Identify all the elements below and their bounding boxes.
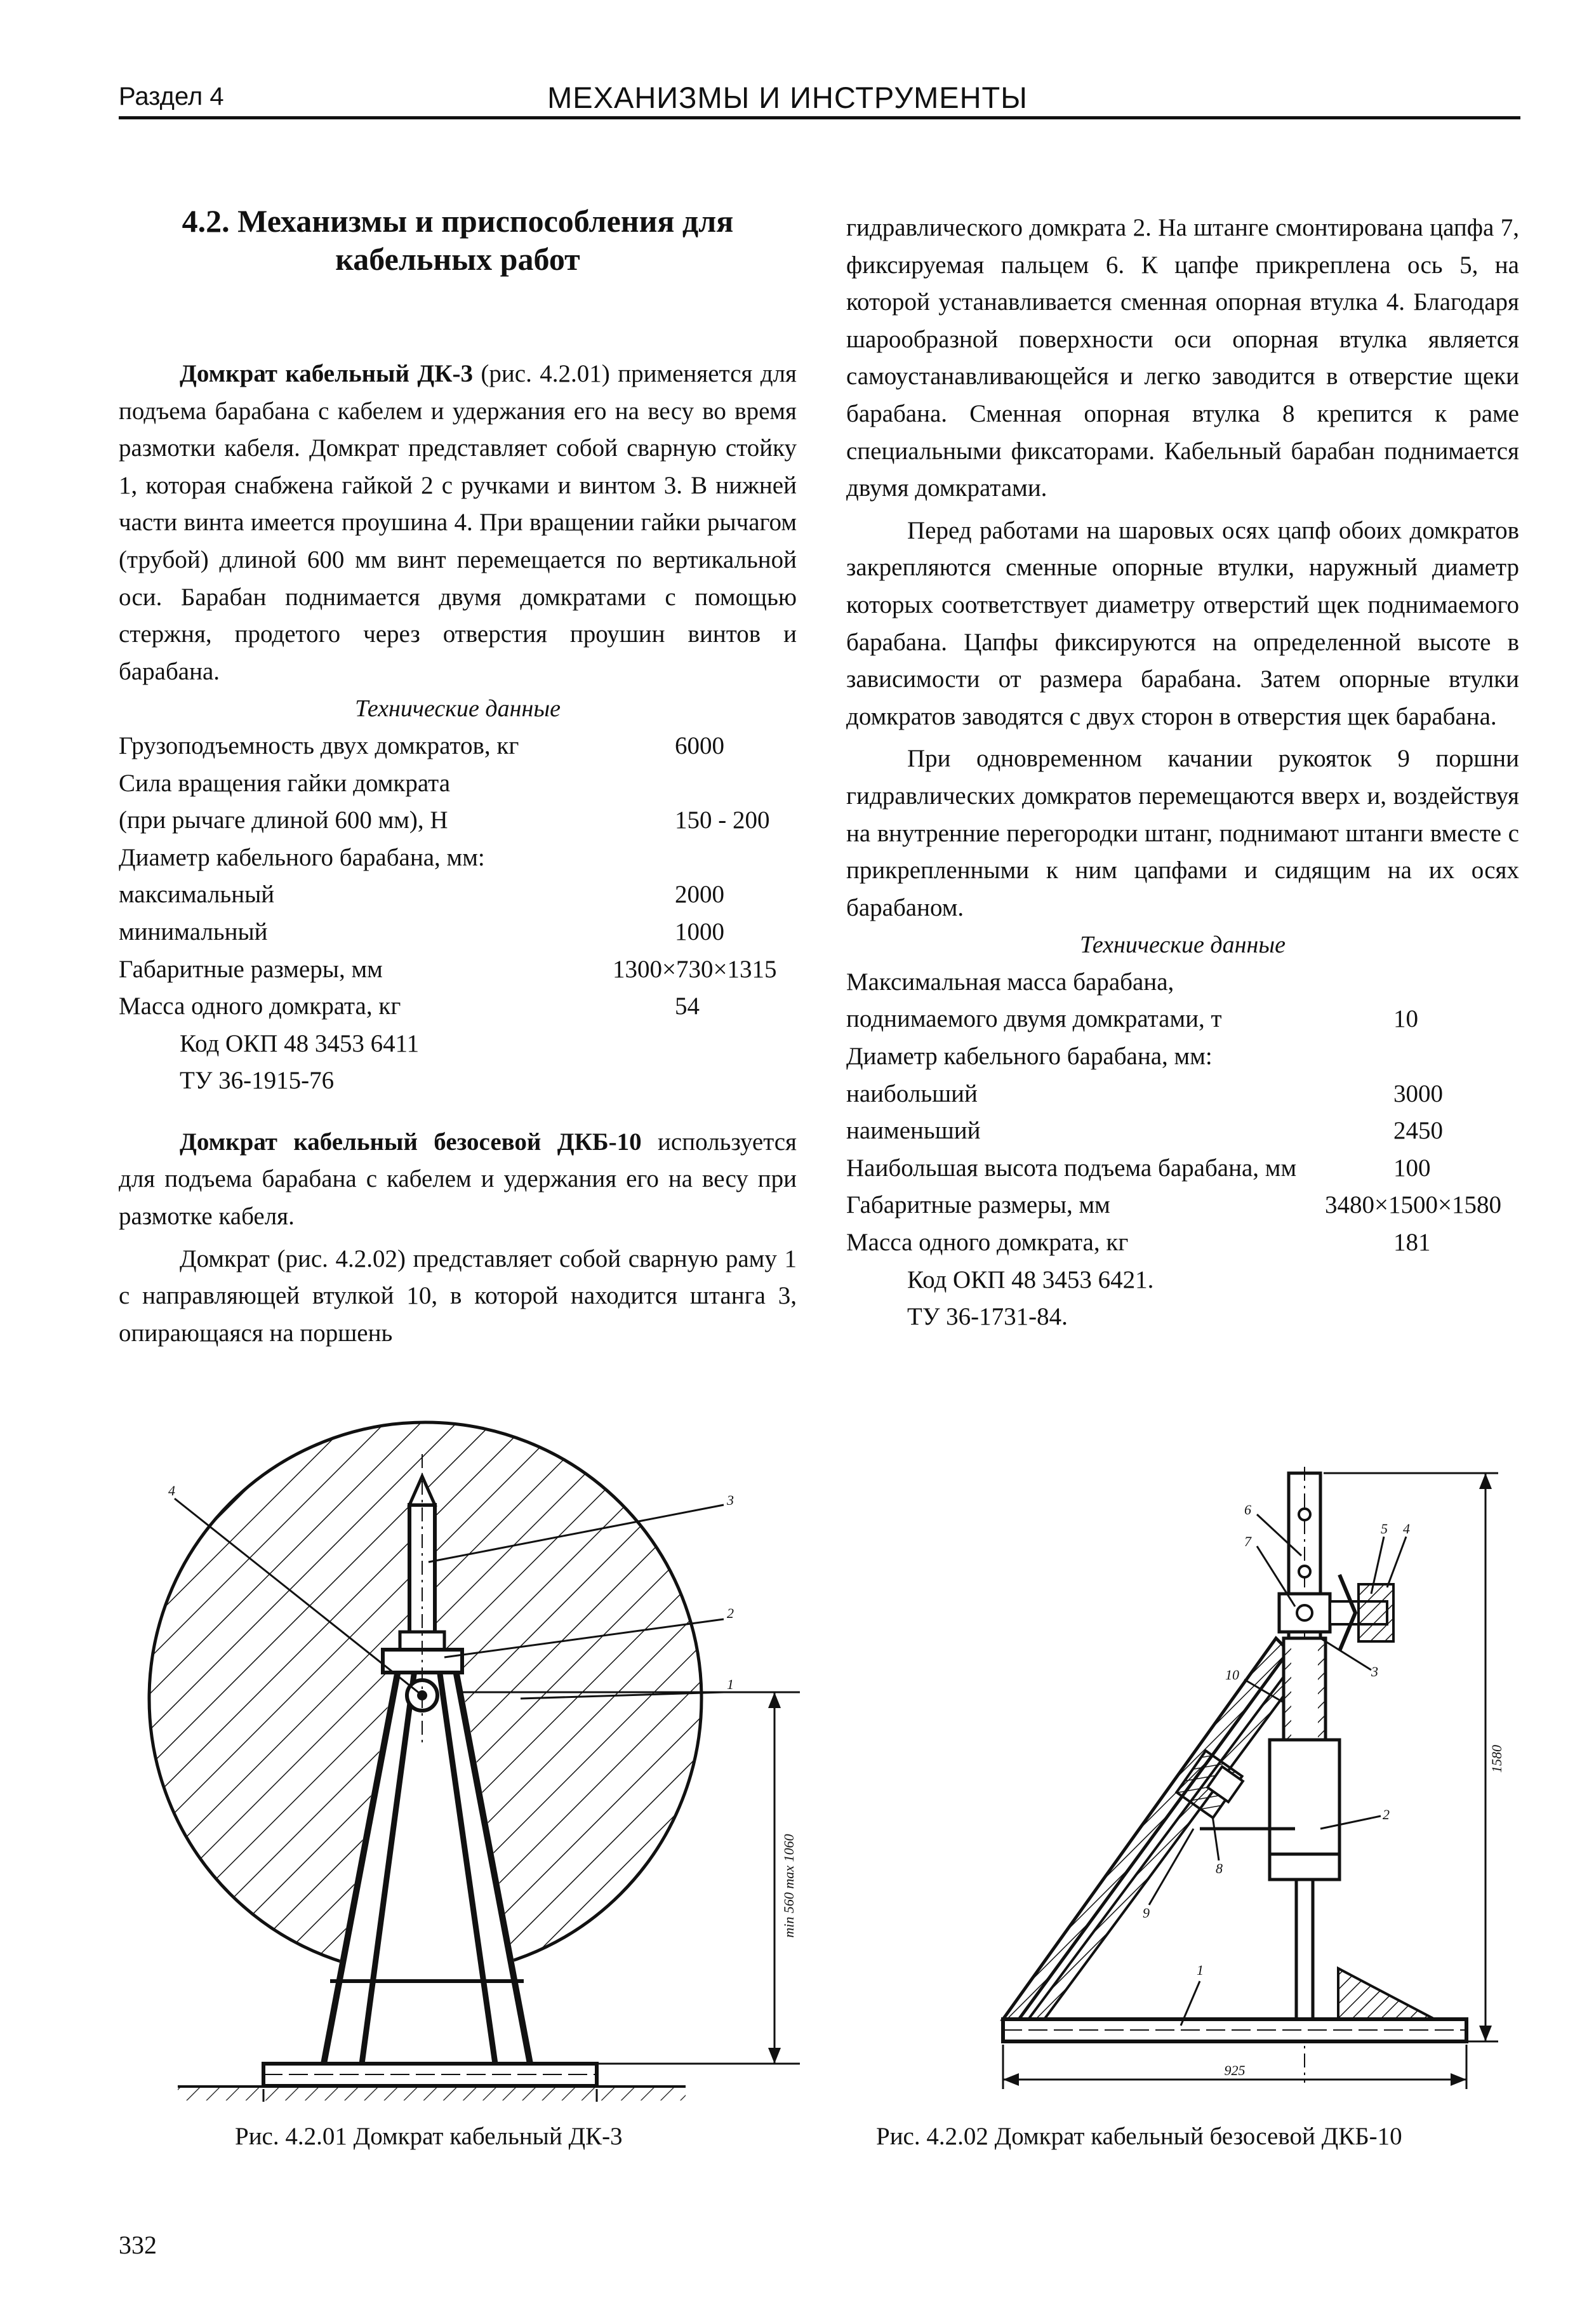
dk3-specs-table (119, 728, 797, 1025)
spec-label: Наибольшая высота подъема барабана, мм (846, 1154, 1297, 1182)
spec-label: Диаметр кабельного барабана, мм: (846, 1043, 1213, 1071)
spec-row (846, 1224, 1519, 1262)
spec-value: 54 (675, 992, 700, 1020)
spec-label: Габаритные размеры, мм (846, 1191, 1110, 1219)
spec-row (846, 1112, 1519, 1150)
dkb10-intro: используется для подъема барабана с кабелем и удержания его на весу при размотке кабеля. (119, 1128, 797, 1231)
dk3-okp-code: Код ОКП 48 3453 6411 (180, 1029, 420, 1057)
dkb10-paragraph-3: Перед работами на шаровых осях цапф обоих домкратов закрепляются сменные опорные втулки, наружный диаметр которых соответствует диаметру отверстий щек поднимаемого барабана. Цапфы фиксируются на определенной высоте в зависимости от размера барабана. Затем опорные втулки домкратов заводятся с двух сторон в отверстия щек барабана. (846, 516, 1519, 730)
spec-row (846, 1038, 1519, 1076)
spec-row (846, 964, 1519, 1001)
spec-label: Масса одного домкрата, кг (846, 1229, 1129, 1257)
spec-label: Грузоподъемность двух домкратов, кг (119, 731, 519, 759)
fig2-label-3: 3 (1371, 1664, 1378, 1680)
dkb10-description (846, 210, 1519, 1336)
spec-row (119, 914, 797, 951)
dkb10-paragraph-2-continued: гидравлического домкрата 2. На штанге смонтирована цапфа 7, фиксируемая пальцем 6. К цапфе прикреплена ось 5, на которой устанавливается сменная опорная втулка 4. Благодаря шарообразной поверхности оси опорная втулка является самоустанавливающейся и легко заводится в отверстие щеки барабана. Сменная опорная втулка 8 крепится к раме специальными фиксаторами. Кабельный барабан поднимается двумя домкратами. (846, 214, 1519, 502)
spec-row (119, 802, 797, 839)
spec-label: минимальный (119, 918, 268, 945)
fig2-label-7: 7 (1244, 1533, 1251, 1549)
fig2-label-6: 6 (1244, 1502, 1251, 1518)
fig1-label-4: 4 (168, 1483, 175, 1499)
spec-row (846, 1076, 1519, 1113)
section-title (119, 202, 797, 278)
dk3-paragraph (119, 356, 797, 690)
dkb10-specs-heading: Технические данные (1080, 932, 1286, 959)
dkb10-tu: ТУ 36-1731-84. (907, 1303, 1068, 1331)
spec-label: (при рычаге длиной 600 мм), Н (119, 806, 448, 834)
fig1-label-3: 3 (727, 1492, 734, 1508)
fig1-label-1: 1 (727, 1676, 734, 1692)
page-number: 332 (119, 2231, 157, 2259)
spec-row (846, 1187, 1519, 1224)
fig2-label-5: 5 (1381, 1521, 1388, 1537)
spec-label: наименьший (846, 1117, 981, 1145)
spec-label: Сила вращения гайки домкрата (119, 769, 451, 797)
fig2-width-dimension: 925 (1224, 2062, 1246, 2078)
spec-row (119, 765, 797, 803)
fig2-label-9: 9 (1143, 1905, 1150, 1921)
spec-label: наибольший (846, 1079, 978, 1107)
dkb10-specs-table (846, 964, 1519, 1262)
dk3-name: Домкрат кабельный ДК-3 (180, 360, 473, 387)
fig2-label-1: 1 (1197, 1962, 1204, 1978)
dk3-description (119, 356, 797, 1352)
spec-label: Диаметр кабельного барабана, мм: (119, 843, 485, 871)
base-plate (263, 2064, 597, 2086)
spec-value: 2450 (1393, 1117, 1443, 1145)
spec-value: 1300×730×1315 (613, 955, 777, 983)
running-title: МЕХАНИЗМЫ И ИНСТРУМЕНТЫ (547, 81, 1028, 114)
spec-value: 181 (1393, 1229, 1431, 1257)
dkb10-paragraph-2: Домкрат (рис. 4.2.02) представляет собой сварную раму 1 с направляющей втулкой 10, в которой находится штанга 3, опирающаяся на поршень (119, 1245, 797, 1347)
section-title-line2: кабельных работ (335, 241, 580, 277)
dk3-intro: (рис. 4.2.01) применяется для подъема барабана с кабелем и удержания его на весу во время размотки кабеля. Домкрат представляет собой сварную стойку 1, которая снабжена гайкой 2 с ручками и винтом 3. В нижней части винта имеется проушина 4. При вращении гайки рычагом (трубой) длиной 600 мм винт перемещается по вертикальной оси. Барабан поднимается двумя домкратами с помощью стержня, продетого через отверстия проушин винтов и барабана. (119, 360, 797, 685)
fig2-label-4: 4 (1403, 1521, 1410, 1537)
fig2-label-2: 2 (1383, 1806, 1390, 1822)
spec-row (846, 1150, 1519, 1187)
dkb10-okp-code: Код ОКП 48 3453 6421. (907, 1266, 1154, 1293)
section-title-line1: 4.2. Механизмы и приспособления для (182, 203, 734, 239)
spec-row (119, 839, 797, 877)
header-rule (119, 116, 1520, 119)
spec-label: Масса одного домкрата, кг (119, 992, 401, 1020)
spec-label: поднимаемого двумя домкратами, т (846, 1005, 1222, 1033)
fig1-height-dimension: min 560 max 1060 (781, 1834, 797, 1938)
spec-value: 2000 (675, 881, 724, 909)
spec-value: 6000 (675, 731, 724, 759)
spec-value: 150 - 200 (675, 806, 770, 834)
dk3-specs-heading: Технические данные (355, 695, 561, 723)
figure-dkb10-drawing (990, 1460, 1511, 2102)
dkb10-name: Домкрат кабельный безосевой ДКБ-10 (180, 1128, 642, 1156)
dkb10-paragraph-1 (119, 1124, 797, 1236)
spec-row (119, 876, 797, 914)
figure2-caption: Рис. 4.2.02 Домкрат кабельный безосевой ДКБ-10 (876, 2123, 1402, 2150)
spec-label: максимальный (119, 881, 275, 909)
fig2-height-dimension: 1580 (1489, 1745, 1505, 1773)
spec-row (119, 988, 797, 1025)
figure-dk3-drawing (140, 1416, 813, 2102)
spec-value: 3000 (1393, 1079, 1443, 1107)
fig2-label-8: 8 (1216, 1860, 1223, 1876)
ground-hatch (178, 2087, 686, 2100)
spec-label: Габаритные размеры, мм (119, 955, 383, 983)
spec-label: Максимальная масса барабана, (846, 968, 1174, 996)
spec-value: 10 (1393, 1005, 1418, 1033)
section-label: Раздел 4 (119, 83, 224, 110)
fig1-label-2: 2 (727, 1605, 734, 1621)
spec-value: 1000 (675, 918, 724, 945)
spec-row (846, 1001, 1519, 1038)
fig2-dimension-lines (1003, 1473, 1498, 2089)
spec-value: 3480×1500×1580 (1325, 1191, 1501, 1219)
spec-row (119, 728, 797, 765)
fig2-label-10: 10 (1225, 1667, 1239, 1683)
dkb10-paragraph-4: При одновременном качании рукояток 9 поршни гидравлических домкратов перемещаются вверх и, воздействуя на внутренние перегородки штанг, поднимают штанги вместе с прикрепленными к ним цапфами и сидящим на их осях барабаном. (846, 745, 1519, 921)
spec-value: 100 (1393, 1154, 1431, 1182)
figure1-caption: Рис. 4.2.01 Домкрат кабельный ДК-3 (235, 2123, 623, 2150)
dk3-tu: ТУ 36-1915-76 (180, 1067, 335, 1095)
spec-row (119, 951, 797, 989)
